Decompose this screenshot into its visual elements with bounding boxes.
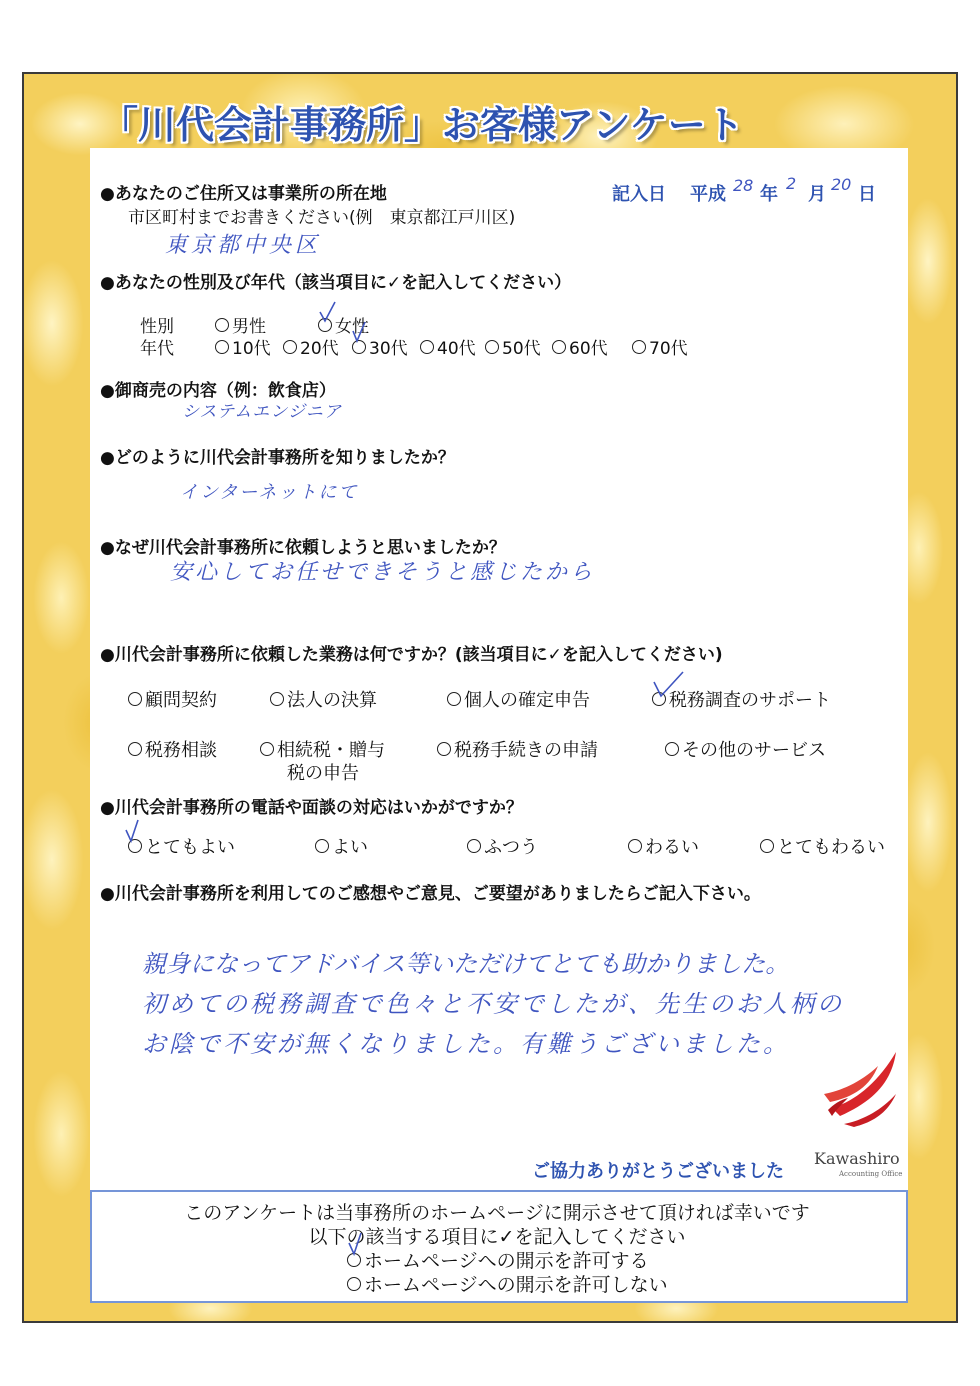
- consent-option-allow: [347, 1246, 649, 1273]
- comment-line: お陰で不安が無くなりました。有難うございました。: [142, 1030, 790, 1058]
- consent-instruction: 以下の該当する項目に✓を記入してください: [308, 1226, 686, 1248]
- option-label: 法人の決算: [287, 690, 377, 711]
- option-label: 10代: [232, 339, 271, 359]
- checkbox-circle-icon: [437, 742, 451, 756]
- age-option-60s: [552, 334, 608, 359]
- option-label: 男性: [232, 317, 266, 337]
- date-day-unit: 日: [858, 184, 876, 205]
- age-option-70s: [632, 334, 688, 359]
- service-option-tax-procedures: [437, 736, 598, 762]
- service-option-personal-tax-return: [447, 686, 590, 712]
- service-option-corporate-settlement: [270, 686, 377, 712]
- checkbox-circle-icon: [215, 318, 229, 332]
- checkbox-circle-icon: [283, 340, 297, 354]
- service-option-tax-audit-support: [652, 686, 831, 712]
- service-option-tax-consultation: [128, 736, 217, 762]
- consent-intro: このアンケートは当事務所のホームページに開示させて頂ければ幸いです: [184, 1202, 810, 1224]
- consent-option-deny: [347, 1270, 668, 1297]
- rating-option-very-good: [128, 833, 235, 859]
- why-chosen-answer: 安心してお任せできそうと感じたから: [170, 560, 596, 585]
- option-label: とてもわるい: [777, 837, 885, 858]
- option-label: よい: [332, 837, 368, 858]
- rating-option-bad: [628, 833, 699, 859]
- form-title: 「川代会計事務所」お客様アンケート: [100, 103, 744, 147]
- thanks-message: ご協力ありがとうございました: [532, 1161, 784, 1182]
- option-label: 20代: [300, 339, 339, 359]
- checkbox-circle-icon: [665, 742, 679, 756]
- option-label: その他のサービス: [682, 740, 826, 761]
- checkbox-circle-icon: [128, 692, 142, 706]
- logo-name: Kawashiro: [814, 1149, 900, 1168]
- question-how-found: ●どのように川代会計事務所を知りましたか？: [100, 448, 455, 468]
- option-label: 70代: [649, 339, 688, 359]
- kawashiro-logo-mark: [818, 1050, 898, 1128]
- rating-option-good: [315, 833, 368, 859]
- date-era: 平成: [690, 184, 726, 205]
- check-mark-icon: [125, 820, 139, 842]
- age-option-10s: [215, 334, 271, 359]
- checkbox-circle-icon: [485, 340, 499, 354]
- option-label: 顧問契約: [145, 690, 217, 711]
- option-label: 女性: [335, 317, 369, 337]
- how-found-answer: インターネットにて: [180, 482, 359, 503]
- question-business-type: ●御商売の内容（例：飲食店）: [100, 381, 336, 401]
- question-address: ●あなたのご住所又は事業所の所在地: [100, 184, 387, 204]
- address-hint: 市区町村までお書きください(例 東京都江戸川区): [128, 208, 516, 228]
- option-label: 相続税・贈与: [277, 740, 385, 761]
- option-label: 税務調査のサポート: [669, 690, 831, 711]
- checkbox-circle-icon: [420, 340, 434, 354]
- checkbox-circle-icon: [215, 340, 229, 354]
- option-label: 税務手続きの申請: [454, 740, 598, 761]
- checkbox-circle-icon: [347, 1277, 361, 1291]
- date-month-value: 2: [786, 174, 797, 193]
- comment-line: 親身になってアドバイス等いただけてとても助かりました。: [142, 950, 790, 978]
- checkbox-circle-icon: [447, 692, 461, 706]
- date-label: 記入日: [612, 184, 666, 205]
- option-label-line2: 税の申告: [287, 763, 359, 784]
- checkbox-circle-icon: [628, 839, 642, 853]
- option-label: 30代: [369, 339, 408, 359]
- checkbox-circle-icon: [315, 839, 329, 853]
- age-label: 年代: [140, 339, 174, 359]
- question-services: ●川代会計事務所に依頼した業務は何ですか？(該当項目に✓を記入してください): [100, 645, 723, 665]
- gender-label: 性別: [140, 317, 174, 337]
- checkbox-circle-icon: [760, 839, 774, 853]
- age-option-50s: [485, 334, 541, 359]
- address-answer: 東京都中央区: [165, 233, 322, 258]
- option-label: わるい: [645, 837, 699, 858]
- comment-line: 初めての税務調査で色々と不安でしたが、先生のお人柄の: [142, 990, 844, 1018]
- checkbox-circle-icon: [260, 742, 274, 756]
- option-label: 税務相談: [145, 740, 217, 761]
- age-option-30s: [352, 334, 408, 359]
- option-label: 40代: [437, 339, 476, 359]
- option-label: とてもよい: [145, 837, 235, 858]
- checkbox-circle-icon: [632, 340, 646, 354]
- option-label: 60代: [569, 339, 608, 359]
- checkbox-circle-icon: [128, 742, 142, 756]
- date-year-unit: 年: [760, 184, 778, 205]
- check-mark-icon: [318, 302, 336, 322]
- rating-option-very-bad: [760, 833, 885, 859]
- question-gender-age: ●あなたの性別及び年代（該当項目に✓を記入してください）: [100, 273, 572, 293]
- age-option-20s: [283, 334, 339, 359]
- checkbox-circle-icon: [467, 839, 481, 853]
- question-response-quality: ●川代会計事務所の電話や面談の対応はいかがですか？: [100, 798, 523, 818]
- question-why-chosen: ●なぜ川代会計事務所に依頼しようと思いましたか？: [100, 538, 506, 558]
- check-mark-icon: [352, 322, 366, 342]
- option-label: ふつう: [484, 837, 538, 858]
- date-day-value: 20: [831, 175, 852, 194]
- checkbox-circle-icon: [552, 340, 566, 354]
- service-option-other-services: [665, 736, 826, 762]
- checkbox-circle-icon: [270, 692, 284, 706]
- service-option-advisory: [128, 686, 217, 712]
- date-year-value: 28: [733, 176, 754, 195]
- age-option-40s: [420, 334, 476, 359]
- option-label: 個人の確定申告: [464, 690, 590, 711]
- check-mark-icon: [348, 1233, 362, 1255]
- question-comments: ●川代会計事務所を利用してのご感想やご意見、ご要望がありましたらご記入下さい。: [100, 884, 761, 904]
- option-label: ホームページへの開示を許可しない: [364, 1274, 668, 1296]
- option-label: 50代: [502, 339, 541, 359]
- check-mark-icon: [652, 672, 684, 698]
- option-label: ホームページへの開示を許可する: [364, 1250, 649, 1272]
- business-type-answer: システムエンジニア: [182, 402, 342, 422]
- rating-option-average: [467, 833, 538, 859]
- logo-subtitle: Accounting Office: [839, 1170, 903, 1178]
- date-month-unit: 月: [808, 184, 826, 205]
